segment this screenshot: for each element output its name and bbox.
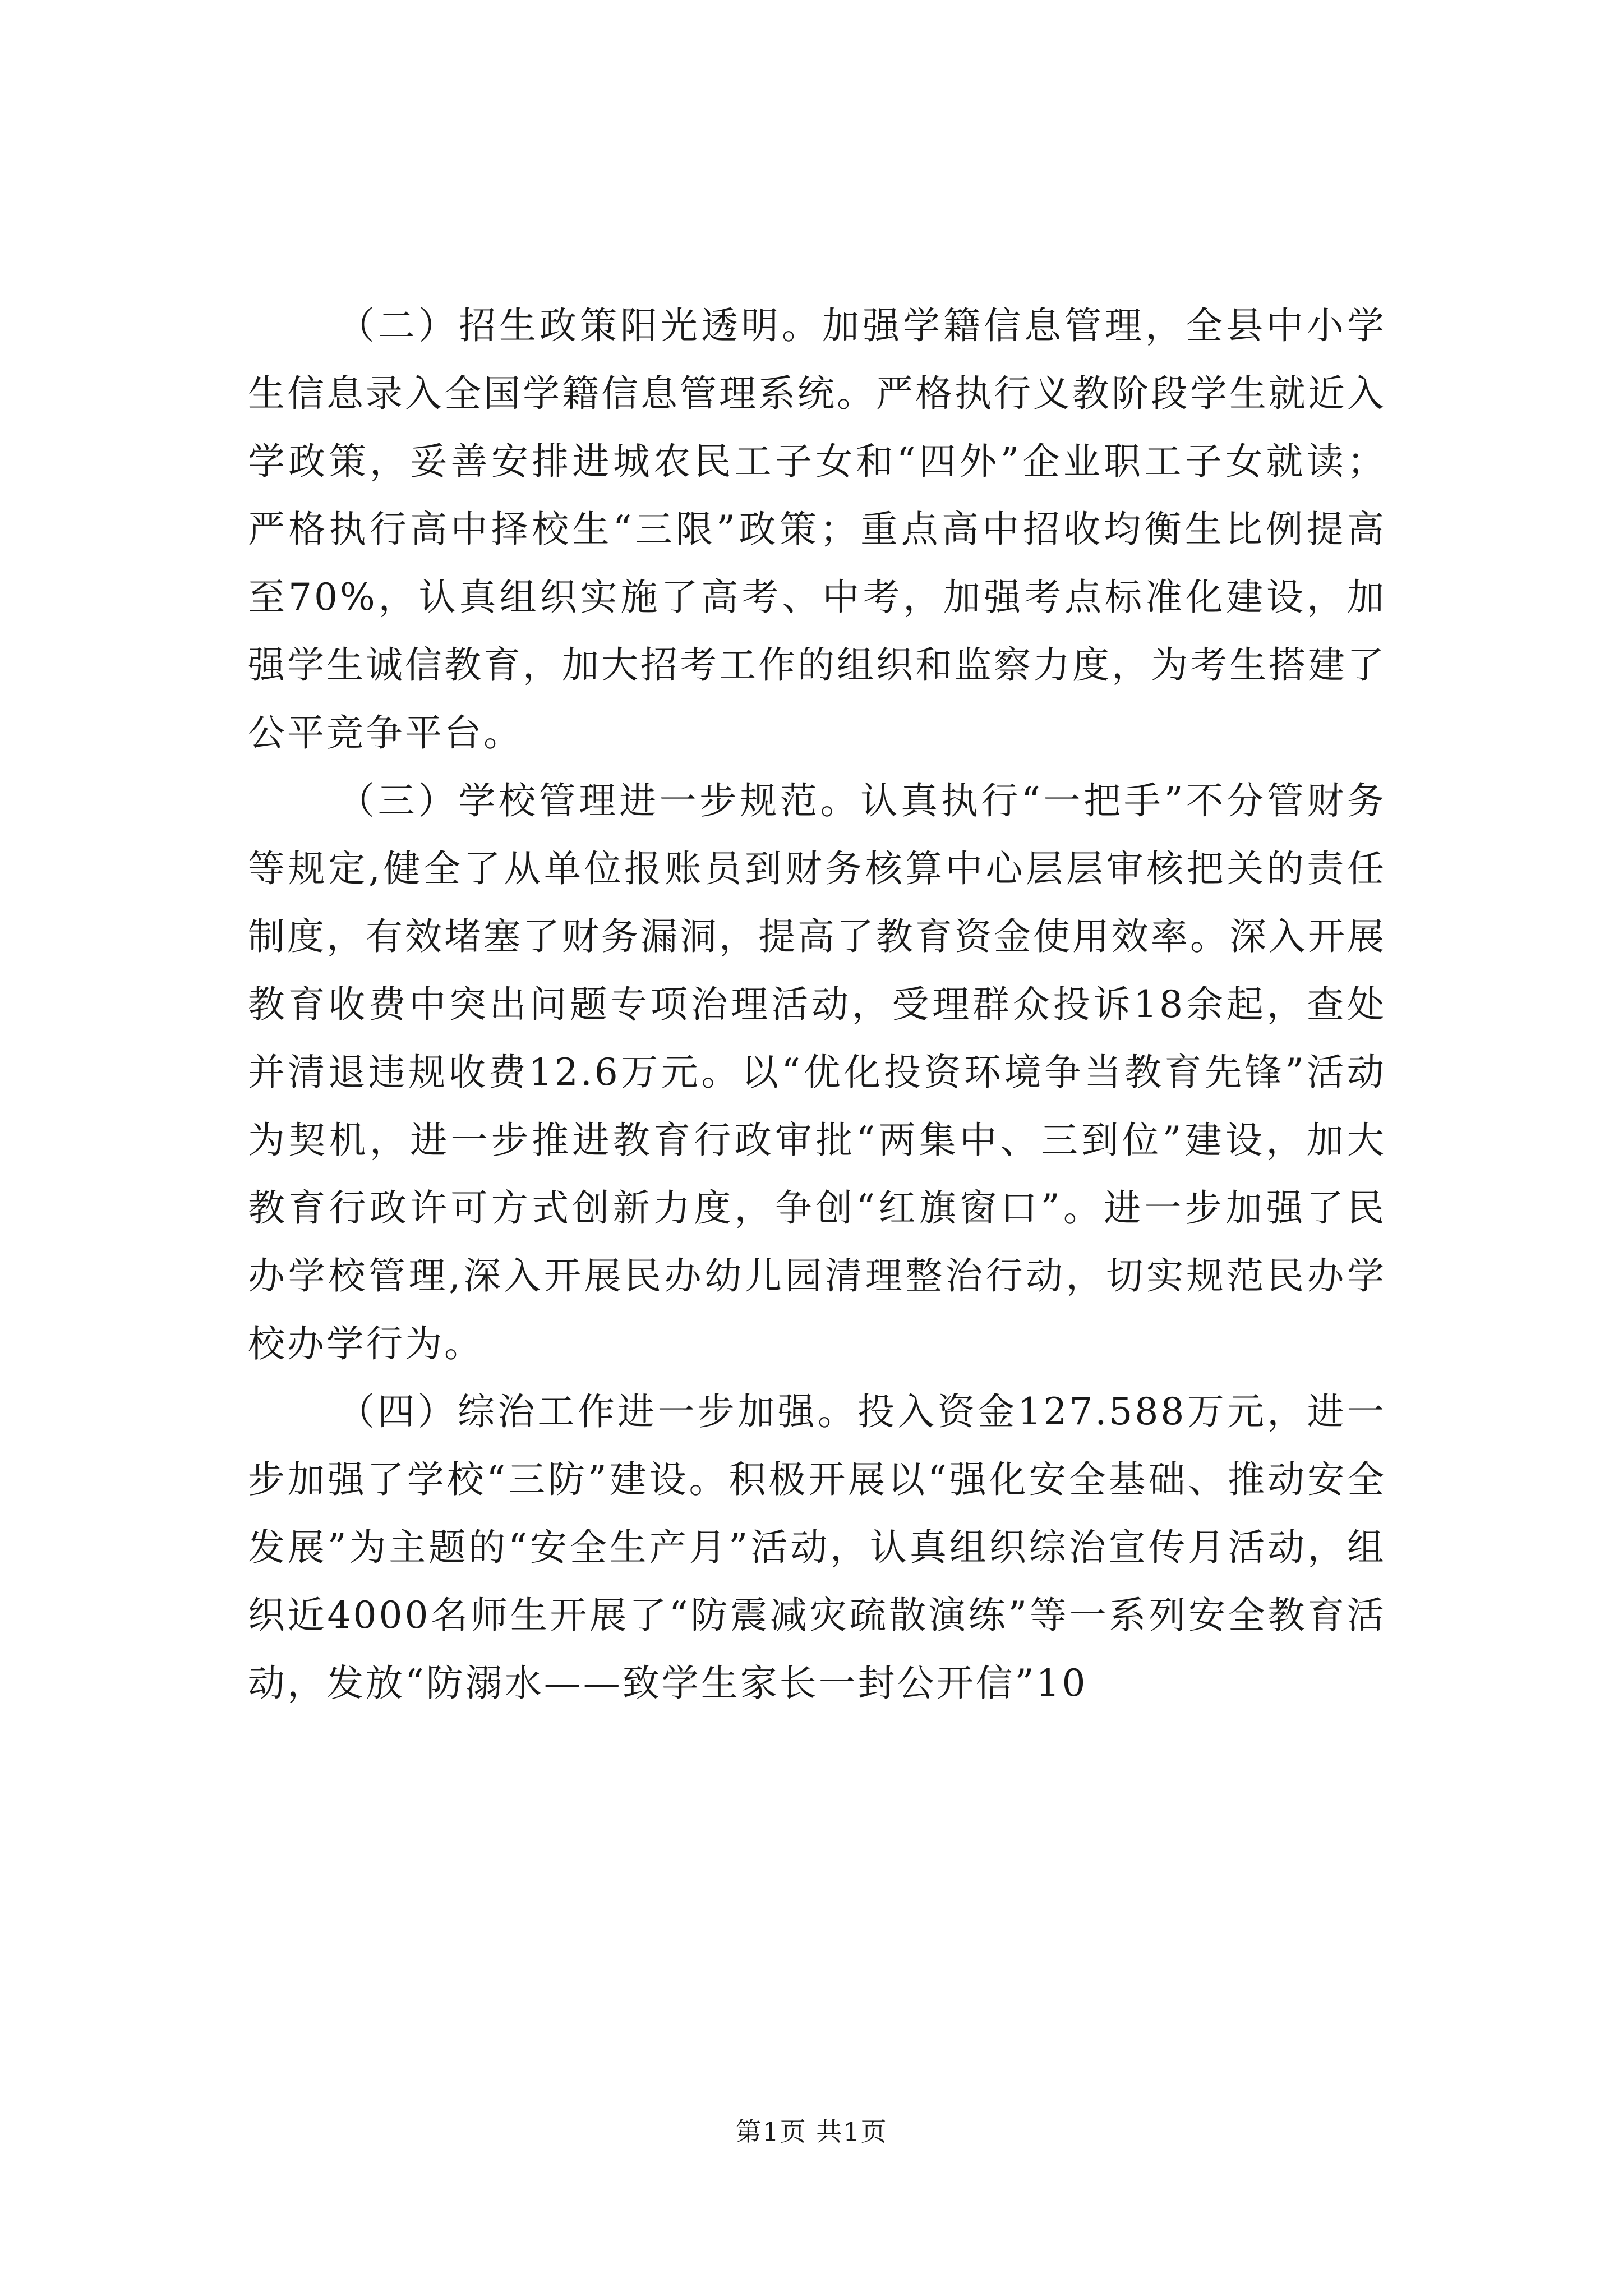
page-number-label: 第1页 共1页 [735,2116,888,2147]
paragraph-school-management: （三）学校管理进一步规范。认真执行“一把手”不分管财务等规定,健全了从单位报账员到财务核算中心层层审核把关的责任制度，有效堵塞了财务漏洞，提高了教育资金使用效率。深入开展教育收费中突出问题专项治理活动，受理群众投诉18余起，查处并清退违规收费12.6万元。以“优化投资环境争当教育先锋”活动为契机，进一步推进教育行政审批“两集中、三到位”建设，加大教育行政许可方式创新力度，争创“红旗窗口”。进一步加强了民办学校管理,深入开展民办幼儿园清理整治行动，切实规范民办学校办学行为。 [248,779,1386,1365]
paragraph-safety-work: （四）综治工作进一步加强。投入资金127.588万元，进一步加强了学校“三防”建设。积极开展以“强化安全基础、推动安全发展”为主题的“安全生产月”活动，认真组织综治宣传月活动，组织近4000名师生开展了“防震减灾疏散演练”等一系列安全教育活动，发放“防溺水——致学生家长一封公开信”10 [248,1390,1386,1705]
document-body [248,292,1386,1717]
paragraph-enrollment-policy: （二）招生政策阳光透明。加强学籍信息管理，全县中小学生信息录入全国学籍信息管理系统。严格执行义教阶段学生就近入学政策，妥善安排进城农民工子女和“四外”企业职工子女就读；严格执行高中择校生“三限”政策；重点高中招收均衡生比例提高至70%，认真组织实施了高考、中考，加强考点标准化建设，加强学生诚信教育，加大招考工作的组织和监察力度，为考生搭建了公平竞争平台。 [248,304,1386,754]
page-footer [0,2115,1623,2148]
